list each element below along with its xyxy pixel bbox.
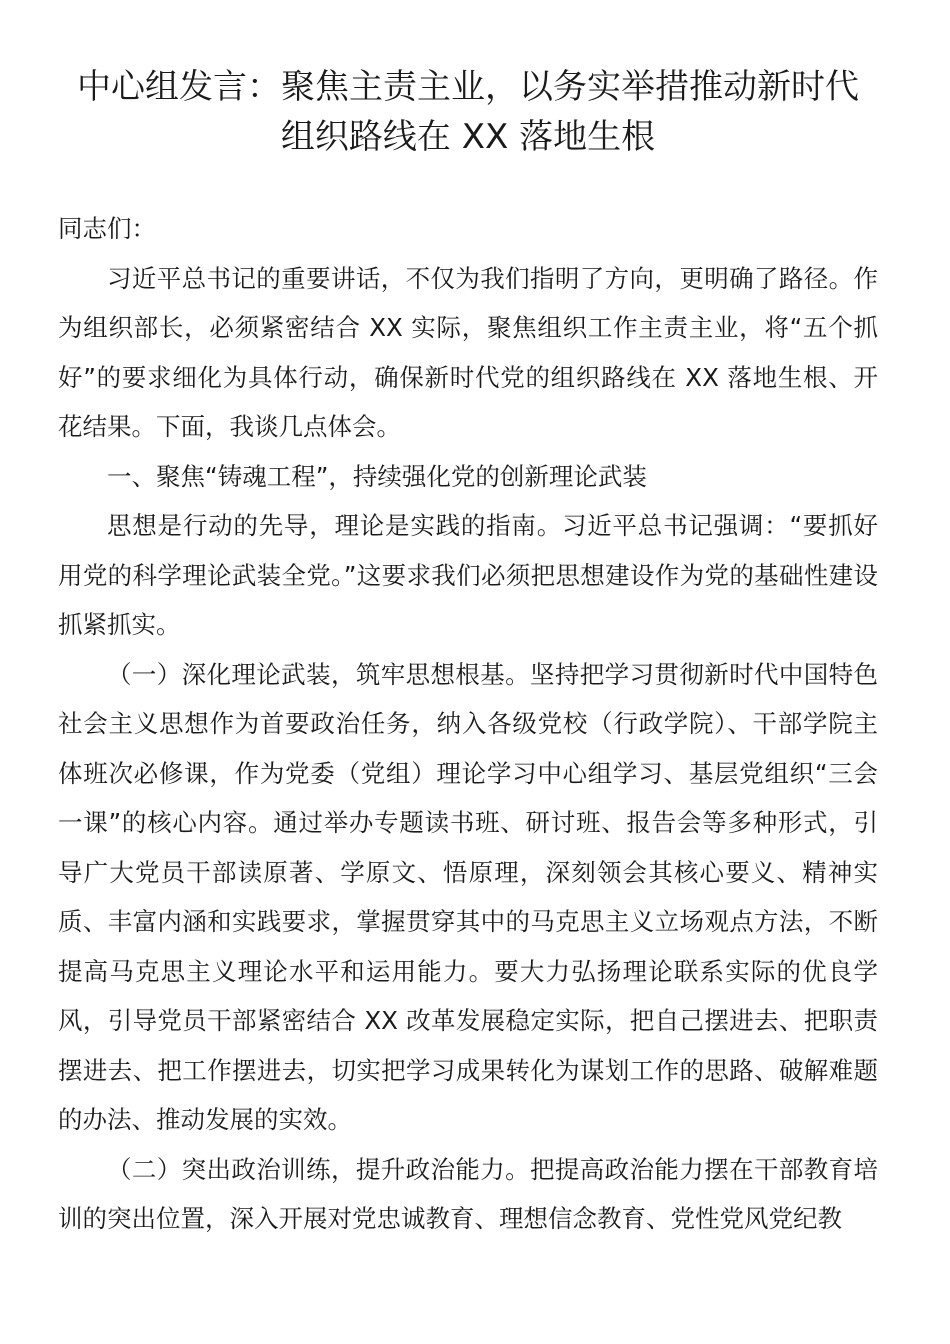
document-title: [58, 62, 878, 162]
salutation: 同志们：: [58, 214, 156, 243]
title-line-2: 组织路线在 XX 落地生根: [280, 117, 656, 157]
document-body: [58, 204, 878, 1244]
section-heading-1: 一、聚焦“铸魂工程”，持续强化党的创新理论武装: [107, 461, 647, 491]
paragraph-subsection-2: （二）突出政治训练，提升政治能力。把提高政治能力摆在干部教育培训的突出位置，深入开展对党忠诚教育、理想信念教育、党性党风党纪教: [58, 1154, 878, 1233]
paragraph-intro: 习近平总书记的重要讲话，不仅为我们指明了方向，更明确了路径。作为组织部长，必须紧密结合 XX 实际，聚焦组织工作主责主业，将“五个抓好”的要求细化为具体行动，确保新时代党的组织路线在 XX 落地生根、开花结果。下面，我谈几点体会。: [58, 263, 878, 441]
paragraph-section-1-lead: 思想是行动的先导，理论是实践的指南。习近平总书记强调：“要抓好用党的科学理论武装全党。”这要求我们必须把思想建设作为党的基础性建设抓紧抓实。: [58, 511, 878, 639]
paragraph-subsection-1: （一）深化理论武装，筑牢思想根基。坚持把学习贯彻新时代中国特色社会主义思想作为首要政治任务，纳入各级党校（行政学院）、干部学院主体班次必修课，作为党委（党组）理论学习中心组学习、基层党组织“三会一课”的核心内容。通过举办专题读书班、研讨班、报告会等多种形式，引导广大党员干部读原著、学原文、悟原理，深刻领会其核心要义、精神实质、丰富内涵和实践要求，掌握贯穿其中的马克思主义立场观点方法，不断提高马克思主义理论水平和运用能力。要大力弘扬理论联系实际的优良学风，引导党员干部紧密结合 XX 改革发展稳定实际，把自己摆进去、把职责摆进去、把工作摆进去，切实把学习成果转化为谋划工作的思路、破解难题的办法、推动发展的实效。: [58, 659, 878, 1134]
title-line-1: 中心组发言：聚焦主责主业，以务实举措推动新时代: [77, 67, 859, 107]
